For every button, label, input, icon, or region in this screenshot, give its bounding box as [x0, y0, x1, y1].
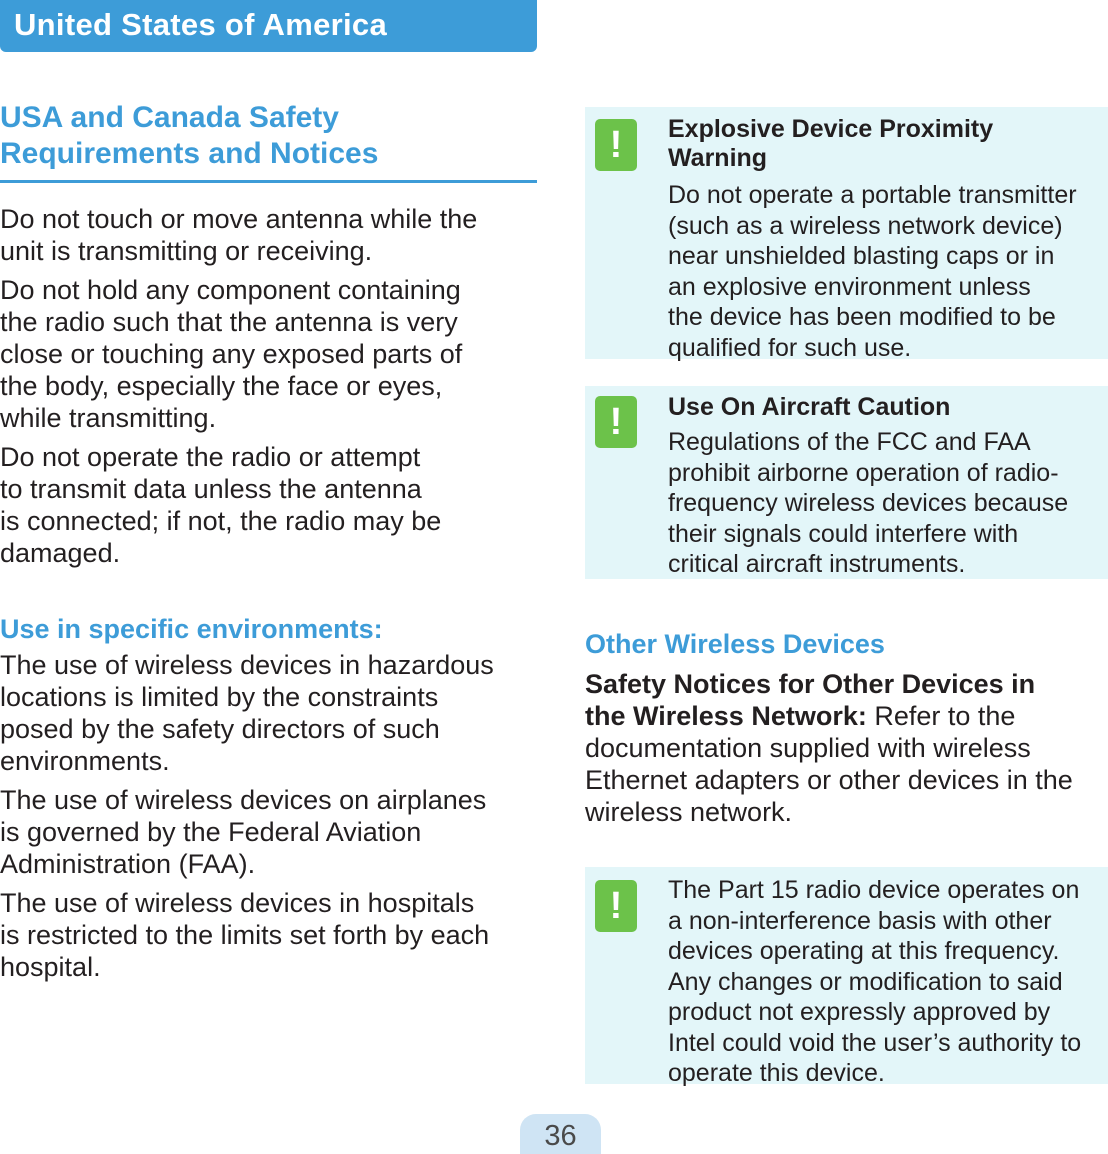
paragraph: The use of wireless devices in hazardous locations is limited by the constraints posed by the safety directors of such environments. — [0, 650, 494, 776]
environment-notices — [0, 649, 537, 983]
other-wireless-section — [585, 628, 1108, 828]
header-title: United States of America — [14, 7, 387, 42]
warning-icon: ! — [595, 119, 637, 171]
page-number: 36 — [544, 1120, 577, 1152]
note-part15 — [585, 867, 1108, 1087]
note-body: The Part 15 radio device operates on a non-interference basis with other devices operating at this frequency. Any changes or modification to said product not expressly approved by Intel could void the user’s authority to operate this device. — [668, 876, 1082, 1087]
paragraph: Do not touch or move antenna while the unit is transmitting or receiving. — [0, 204, 478, 266]
note-aircraft-caution — [585, 386, 1108, 579]
section-title — [0, 100, 537, 183]
other-wireless-title: Other Wireless Devices — [585, 629, 885, 659]
note-heading: Use On Aircraft Caution — [668, 393, 951, 421]
paragraph: The use of wireless devices in hospitals is restricted to the limits set forth by each hospital. — [0, 888, 490, 982]
note-heading: Explosive Device Proximity Warning — [668, 115, 994, 172]
note-explosive-device — [585, 107, 1108, 362]
paragraph: Do not hold any component containing the radio such that the antenna is very close or touching any exposed parts of the body, especially the face or eyes, while transmitting. — [0, 275, 463, 433]
note-body: Do not operate a portable transmitter (such as a wireless network device) near unshielded blasting caps or in an explosive environment unless the device has been modified to be qualified for such use. — [668, 181, 1077, 362]
antenna-notices — [0, 203, 537, 569]
note-text — [668, 393, 1108, 580]
note-text — [668, 875, 1108, 1089]
paragraph: Do not operate the radio or attempt to transmit data unless the antenna is connected; if not, the radio may be damaged. — [0, 442, 442, 568]
warning-icon: ! — [595, 880, 637, 932]
warning-icon: ! — [595, 396, 637, 448]
environments-subtitle: Use in specific environments: — [0, 614, 383, 644]
header-bar — [0, 0, 537, 52]
note-text — [668, 115, 1108, 363]
section-title-line1: USA and Canada Safety — [0, 101, 339, 134]
page-number-badge — [520, 1114, 601, 1154]
note-body: Regulations of the FCC and FAA prohibit airborne operation of radio- frequency wireless devices because their signals could interfere with critical aircraft instruments. — [668, 428, 1069, 578]
other-wireless-text: Safety Notices for Other Devices in the Wireless Network: Refer to the documentation supplied with wireless Ethernet adapters or other devices in the wireless network. — [585, 669, 1073, 827]
left-column — [0, 100, 537, 983]
section-title-line2: Requirements and Notices — [0, 137, 379, 170]
paragraph: The use of wireless devices on airplanes is governed by the Federal Aviation Administration (FAA). — [0, 785, 487, 879]
